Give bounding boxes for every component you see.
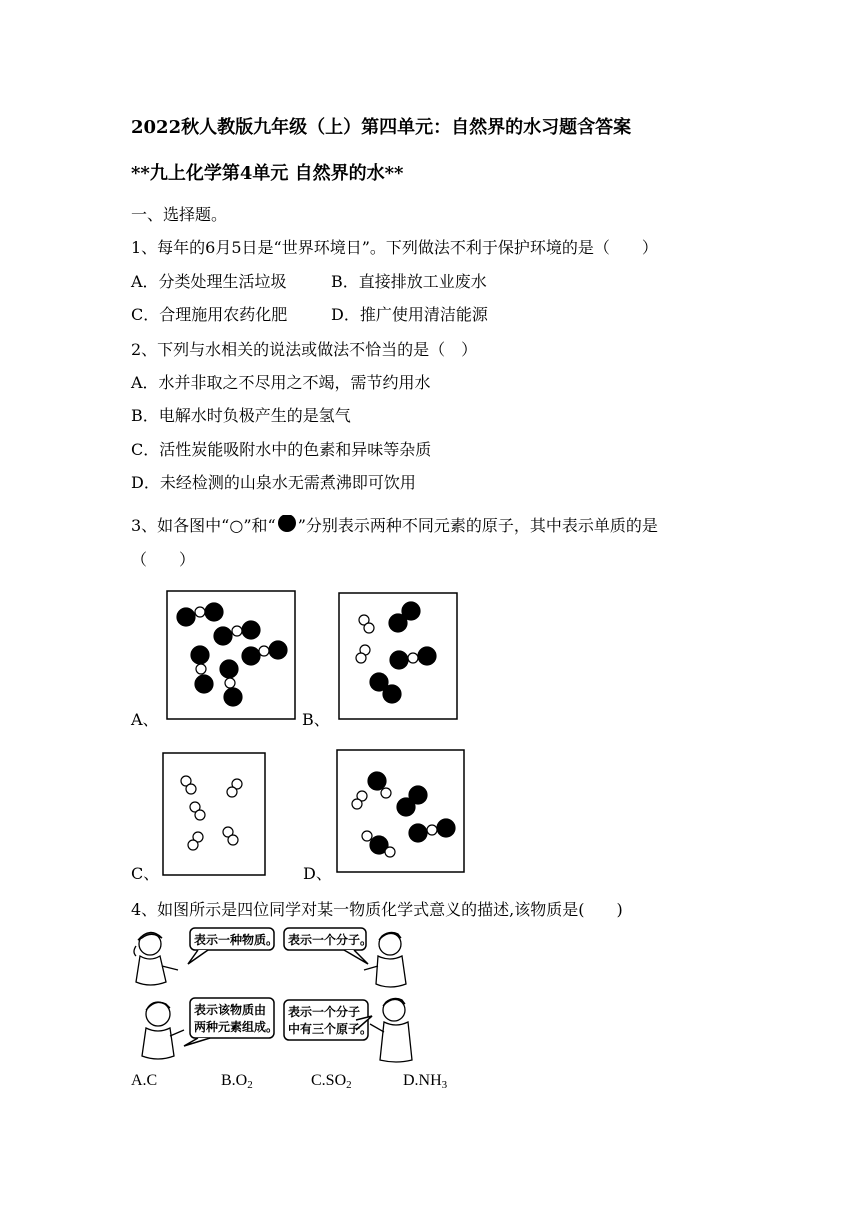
q4-option-c-sub: 2: [346, 1079, 352, 1091]
q4-option-b-main: B.O: [221, 1072, 248, 1089]
bubble-text-br2: 中有三个原子。: [288, 1022, 373, 1036]
q4-stem: 4、如图所示是四位同学对某一物质化学式意义的描述,该物质是( ): [131, 900, 623, 919]
bubble-text-tr: 表示一个分子。: [288, 933, 373, 947]
q1-options-row2: [131, 305, 488, 325]
q3-stem: [131, 515, 658, 536]
q4-option-d-sub: 3: [441, 1079, 448, 1091]
diagram-d: [336, 749, 465, 873]
diagram-a-label: A、: [131, 710, 159, 729]
q4-option-c: [311, 1071, 403, 1095]
diagram-c: [162, 752, 266, 876]
bubble-text-bl1: 表示该物质由: [194, 1003, 267, 1017]
q2-stem: 2、下列与水相关的说法或做法不恰当的是（ ）: [131, 340, 478, 359]
student-girl-icon: [134, 932, 178, 985]
diagram-b-label: B、: [302, 710, 330, 729]
q4-option-c-main: C.SO: [311, 1072, 347, 1089]
q4-option-b-sub: 2: [247, 1079, 253, 1091]
q2-option-d: D．未经检测的山泉水无需煮沸即可饮用: [131, 473, 416, 492]
q1-option-d: D．推广使用清洁能源: [331, 305, 488, 324]
student-boy-icon: [142, 1002, 184, 1059]
q2-option-c: C．活性炭能吸附水中的色素和异味等杂质: [131, 440, 432, 459]
q1-option-b: B．直接排放工业废水: [331, 272, 487, 291]
document-subtitle: **九上化学第4单元 自然界的水**: [131, 163, 404, 184]
diagram-b: [338, 592, 458, 720]
q1-option-a: A．分类处理生活垃圾: [131, 272, 287, 291]
q4-option-d: [403, 1071, 447, 1095]
black-atom-icon: [276, 515, 298, 533]
q3-stem-post: ”分别表示两种不同元素的原子，其中表示单质的是: [297, 516, 658, 535]
q1-option-c: C．合理施用农药化肥: [131, 305, 288, 324]
diagram-a: [166, 590, 296, 720]
bubble-text-br1: 表示一个分子: [288, 1005, 361, 1019]
bubble-text-tl: 表示一种物质。: [194, 933, 279, 947]
q1-stem: 1、每年的6月5日是“世界环境日”。下列做法不利于保护环境的是（ ）: [131, 238, 658, 257]
section-heading: 一、选择题。: [131, 205, 228, 224]
student-boy-icon: [370, 998, 412, 1062]
q4-illustration: [128, 924, 420, 1064]
q4-option-d-main: D.NH: [403, 1072, 442, 1089]
document-title: 2022秋人教版九年级（上）第四单元：自然界的水习题含答案: [131, 117, 632, 138]
q3-stem-pre: 3、如各图中“○”和“: [131, 516, 276, 535]
q1-options-row1: [131, 272, 487, 292]
q2-option-b: B．电解水时负极产生的是氢气: [131, 406, 351, 425]
q4-options: [131, 1071, 447, 1095]
diagram-d-label: D、: [303, 864, 332, 883]
bubble-text-bl2: 两种元素组成。: [194, 1020, 279, 1034]
diagram-c-label: C、: [131, 864, 160, 883]
q2-option-a: A．水并非取之不尽用之不竭，需节约用水: [131, 373, 431, 392]
q3-paren: （ ）: [131, 550, 196, 569]
q4-option-b: [221, 1071, 311, 1095]
q4-option-a: A.C: [131, 1072, 158, 1089]
